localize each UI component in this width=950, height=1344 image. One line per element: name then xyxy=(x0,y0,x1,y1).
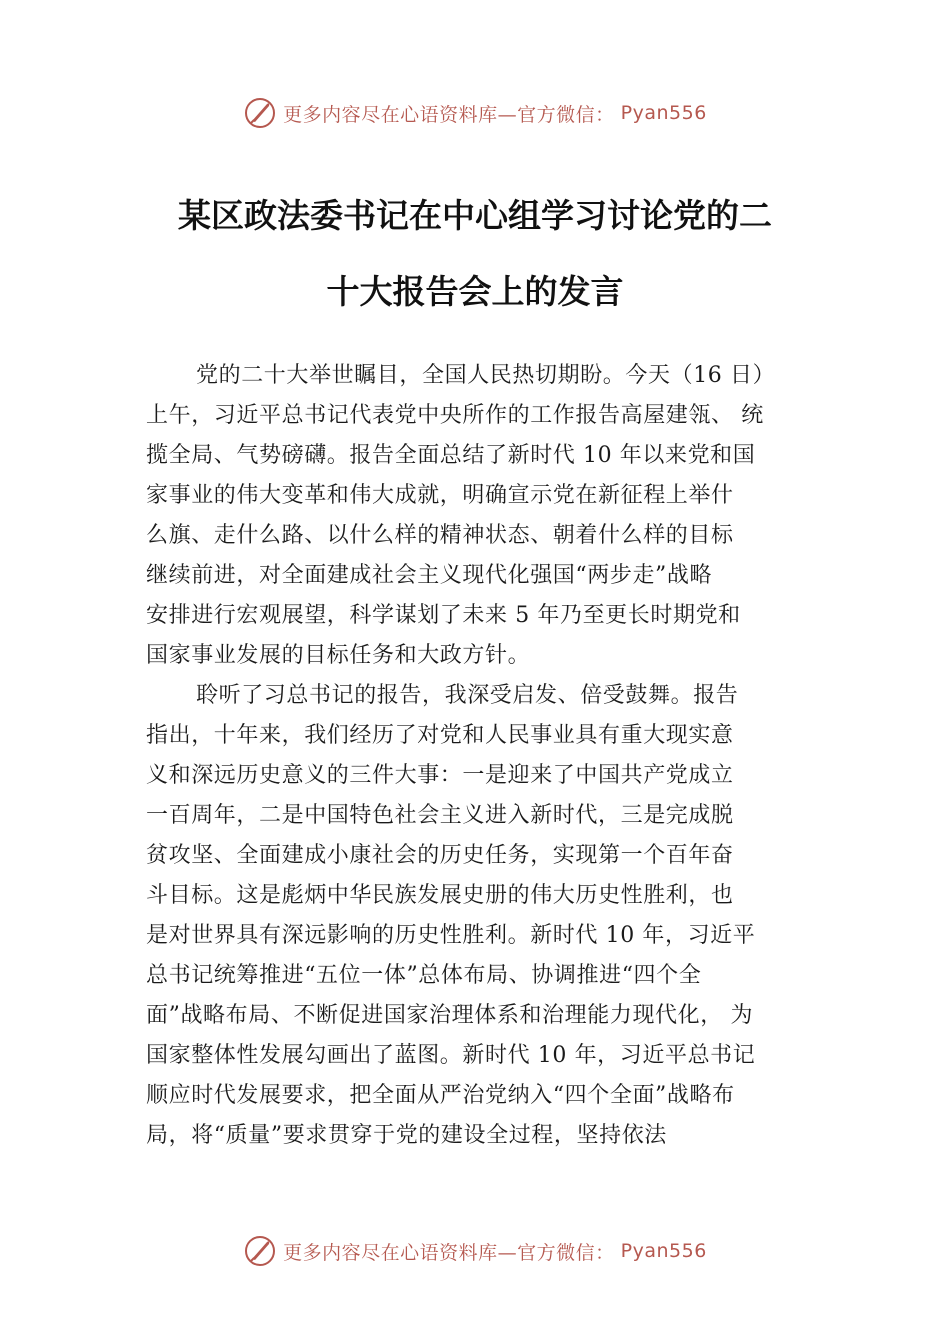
title-line: 某区政法委书记在中心组学习讨论党的二 xyxy=(178,196,772,235)
quill-logo-icon xyxy=(243,1234,277,1268)
body-line: 面”战略布局、不断促进国家治理体系和治理能力现代化， 为 xyxy=(146,1003,754,1028)
body-line: 指出，十年来，我们经历了对党和人民事业具有重大现实意 xyxy=(146,723,734,748)
body-line: 国家事业发展的目标任务和大政方针。 xyxy=(146,643,531,668)
body-line: 党的二十大举世瞩目，全国人民热切期盼。今天（16 日） xyxy=(196,363,776,388)
document-title xyxy=(120,178,830,330)
body-line: 顺应时代发展要求，把全面从严治党纳入“四个全面”战略布 xyxy=(146,1083,735,1108)
body-line: 义和深远历史意义的三件大事：一是迎来了中国共产党成立 xyxy=(146,763,734,788)
body-line: 家事业的伟大变革和伟大成就，明确宣示党在新征程上举什 xyxy=(146,483,734,508)
body-line: 局，将“质量”要求贯穿于党的建设全过程，坚持依法 xyxy=(146,1123,667,1148)
body-line: 聆听了习总书记的报告，我深受启发、倍受鼓舞。报告 xyxy=(196,683,739,708)
quill-logo-icon xyxy=(243,96,277,130)
watermark-text: 更多内容尽在心语资料库—官方微信： xyxy=(283,1241,615,1264)
body-line: 安排进行宏观展望，科学谋划了未来 5 年乃至更长时期党和 xyxy=(146,603,741,628)
footer-watermark xyxy=(0,1234,950,1268)
body-line: 揽全局、气势磅礴。报告全面总结了新时代 10 年以来党和国 xyxy=(146,443,756,468)
body-line: 贫攻坚、全面建成小康社会的历史任务，实现第一个百年奋 xyxy=(146,843,734,868)
body-line: 么旗、走什么路、以什么样的精神状态、朝着什么样的目标 xyxy=(146,523,734,548)
watermark-text: 更多内容尽在心语资料库—官方微信： xyxy=(283,103,615,126)
body-line: 总书记统筹推进“五位一体”总体布局、协调推进“四个全 xyxy=(146,963,702,988)
body-line: 继续前进，对全面建成社会主义现代化强国“两步走”战略 xyxy=(146,563,713,588)
body-line: 斗目标。这是彪炳中华民族发展史册的伟大历史性胜利，也 xyxy=(146,883,734,908)
header-watermark xyxy=(0,96,950,130)
body-line: 是对世界具有深远影响的历史性胜利。新时代 10 年，习近平 xyxy=(146,923,756,948)
watermark-wechat-id: Pyan556 xyxy=(620,1240,707,1262)
body-line: 国家整体性发展勾画出了蓝图。新时代 10 年，习近平总书记 xyxy=(146,1043,756,1068)
watermark-wechat-id: Pyan556 xyxy=(620,102,707,124)
title-line: 十大报告会上的发言 xyxy=(326,272,624,311)
document-body xyxy=(146,356,822,1156)
body-line: 一百周年，二是中国特色社会主义进入新时代，三是完成脱 xyxy=(146,803,734,828)
body-line: 上午，习近平总书记代表党中央所作的工作报告高屋建瓴、 统 xyxy=(146,403,764,428)
